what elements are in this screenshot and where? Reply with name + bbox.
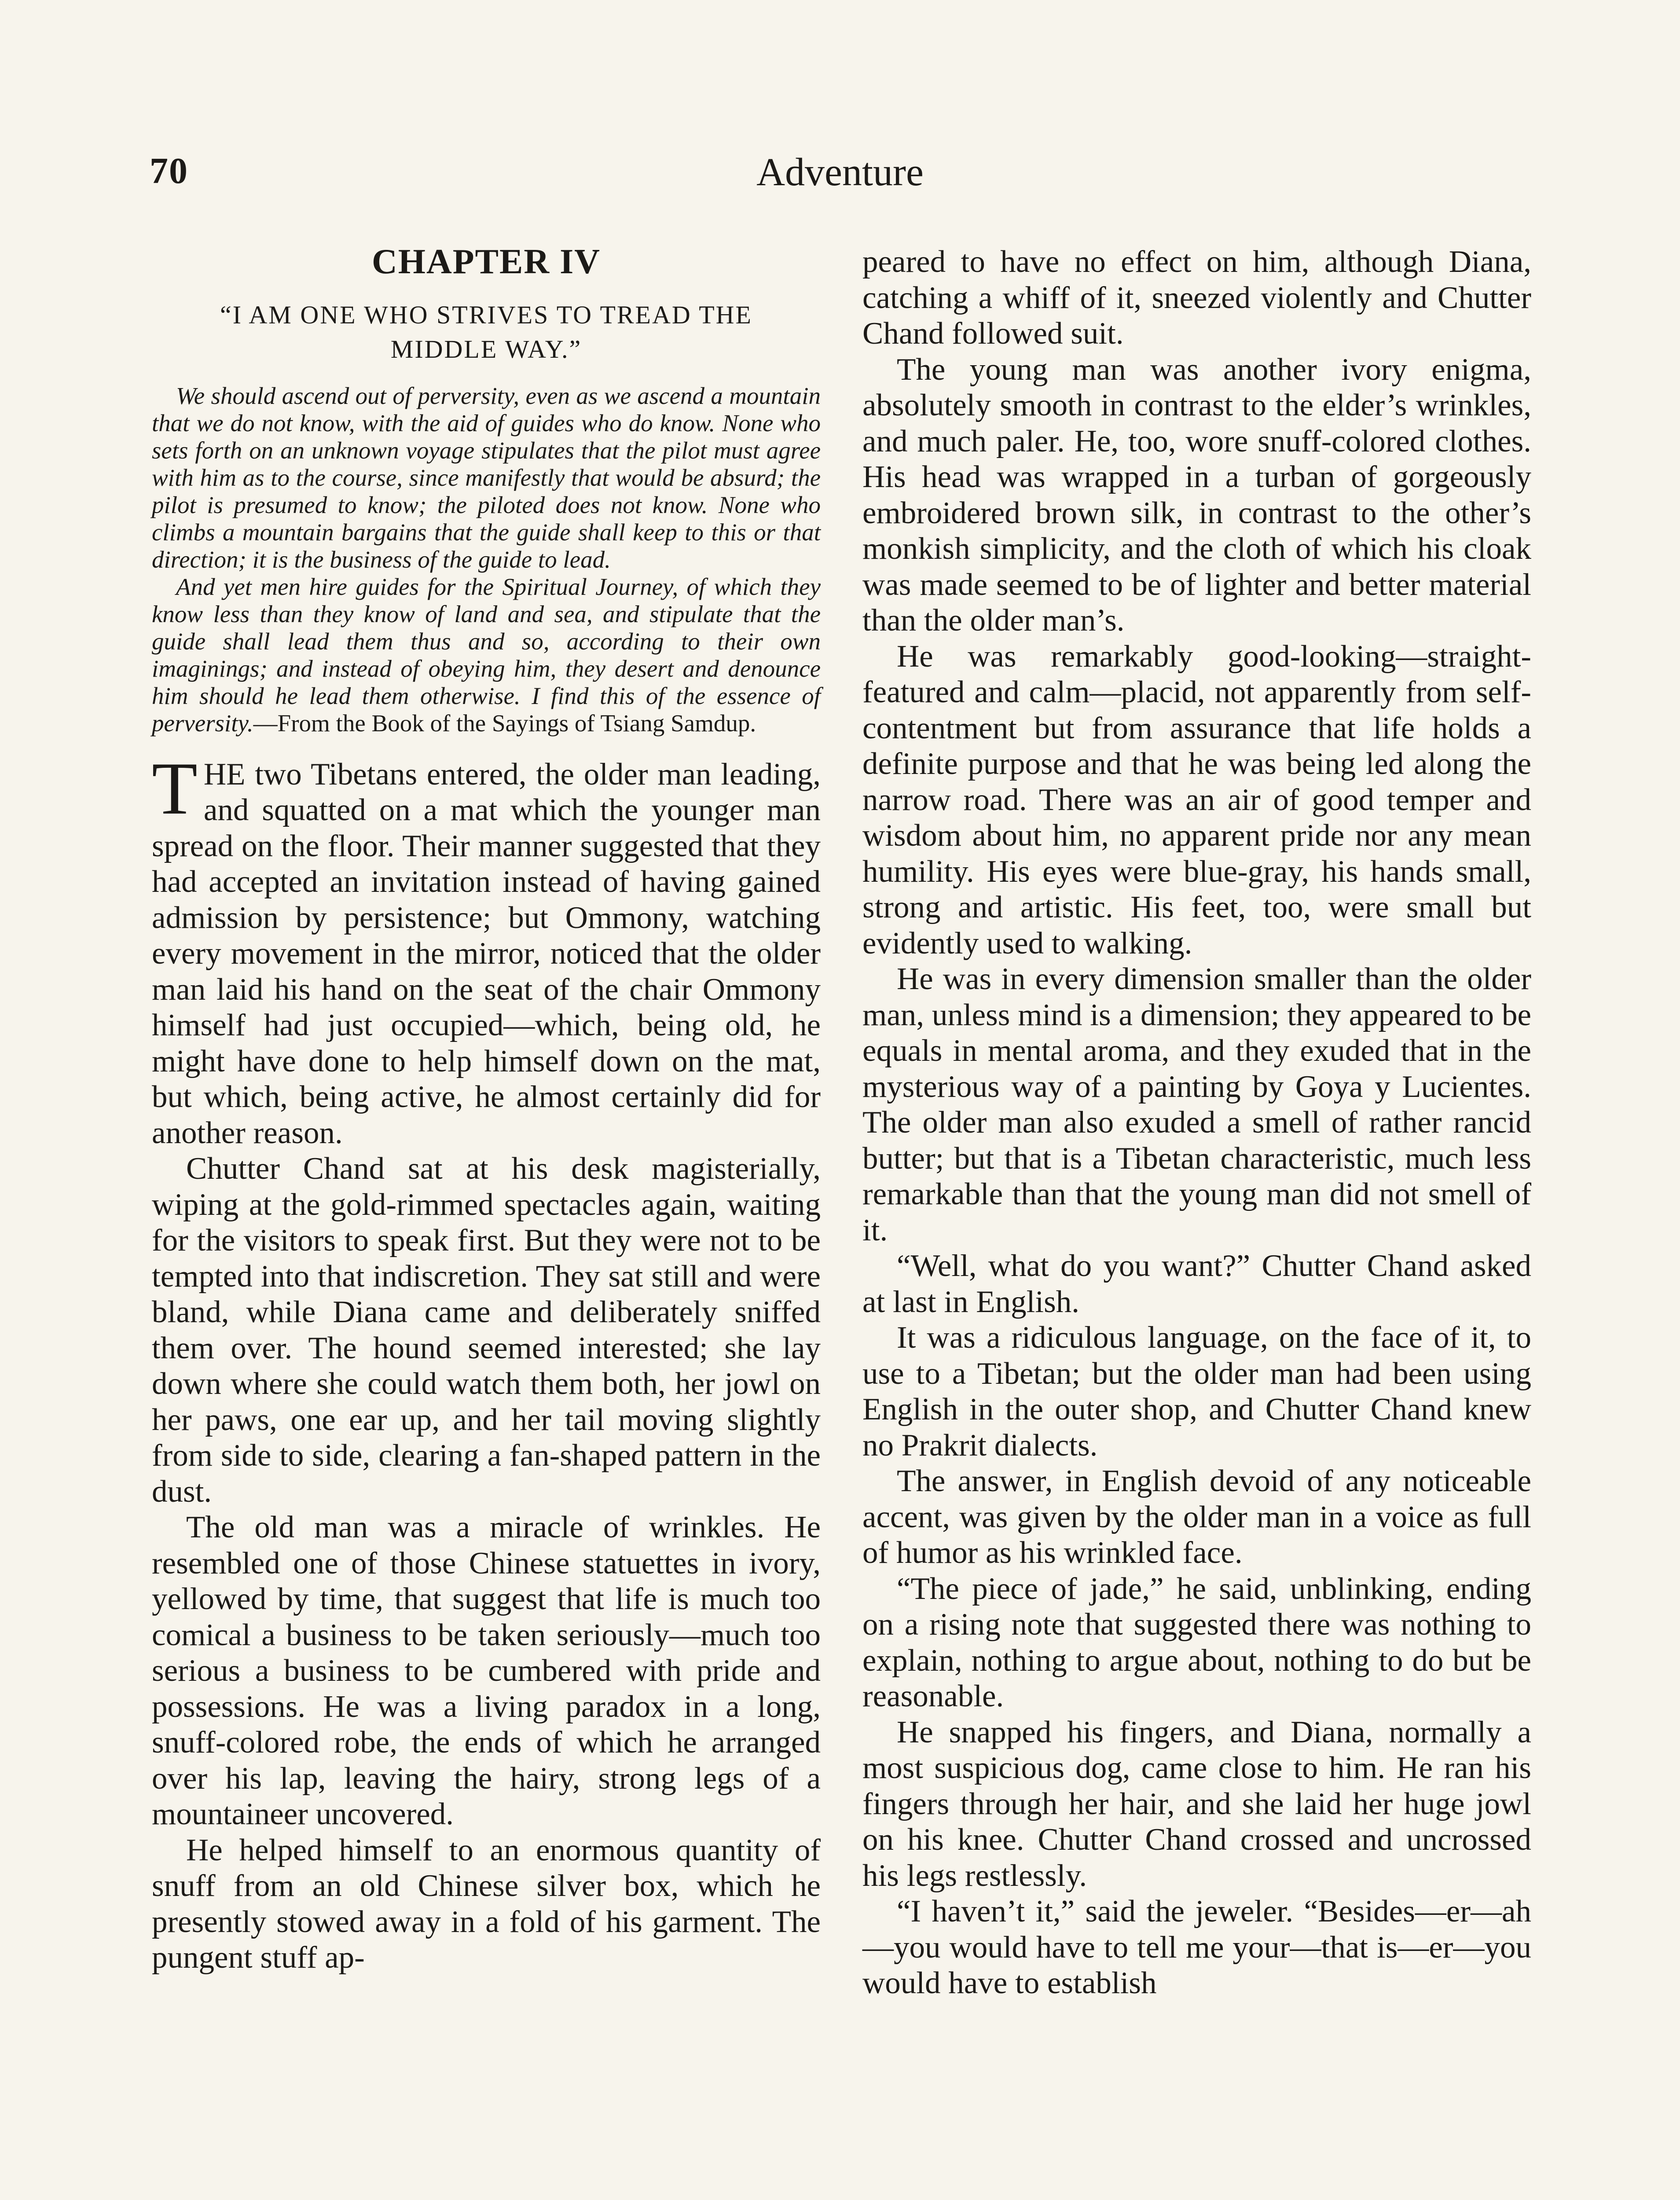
drop-cap: T: [152, 747, 198, 830]
body-paragraph: [152, 747, 821, 1151]
epigraph-paragraph: We should ascend out of perversity, even as we ascend a mountain that we do not know, with the aid of guides who do know. None who sets forth on an unknown voyage stipulates that the pilot must agree with him as to the course, since manifestly that would be absurd; the pilot is presumed to know; the piloted does not know. None who climbs a mountain bargains that the guide shall keep to this or that direction; it is the business of the guide to lead.: [152, 382, 821, 573]
chapter-subtitle-line-1: “I AM ONE WHO STRIVES TO TREAD THE: [220, 300, 752, 329]
body-paragraph: “Well, what do you want?” Chutter Chand asked at last in English.: [862, 1249, 1531, 1319]
epigraph-text: And yet men hire guides for the Spiritual Journey, of which they know less than they know of land and sea, and stipulate that the guide shall lead them thus and so, according to their own imaginings; and instead of obeying him, they desert and denounce him should he lead them otherwise. I find this of the essence of perversity.: [152, 573, 821, 737]
epigraph: [152, 382, 821, 737]
epigraph-source: —From the Book of the Sayings of Tsiang Samdup.: [253, 709, 756, 737]
chapter-title: CHAPTER IV: [371, 242, 601, 281]
body-paragraph: He snapped his fingers, and Diana, normally a most suspicious dog, came close to him. He ran his fingers through her hair, and she laid her huge jowl on his knee. Chutter Chand crossed and uncrossed his legs restlessly.: [862, 1715, 1531, 1893]
body-paragraph: Chutter Chand sat at his desk magisterially, wiping at the gold-rimmed spectacles again, waiting for the visitors to speak first. But they were not to be tempted into that indiscretion. They sat still and were bland, while Diana came and deliberately sniffed them over. The hound seemed interested; she lay down where she could watch them both, her jowl on her paws, one ear up, and her tail moving slightly from side to side, clearing a fan-shaped pattern in the dust.: [152, 1151, 821, 1509]
body-paragraph: “I haven’t it,” said the jeweler. “Besides—er—ah—you would have to tell me your—that is—er—you would have to establish: [862, 1894, 1531, 2000]
chapter-subtitle: [152, 298, 821, 367]
body-paragraph: “The piece of jade,” he said, unblinking, ending on a rising note that suggested there was nothing to explain, nothing to argue about, nothing to do but be reasonable.: [862, 1571, 1531, 1713]
page-number: 70: [150, 150, 188, 191]
chapter-subtitle-line-2: MIDDLE WAY.”: [390, 334, 582, 363]
body-paragraph: He helped himself to an enormous quantity of snuff from an old Chinese silver box, which he presently stowed away in a fold of his garment. The pungent stuff ap-: [152, 1833, 821, 1975]
epigraph-paragraph: [152, 573, 821, 737]
page-header: [150, 150, 1530, 202]
body-paragraph: The old man was a miracle of wrinkles. He resembled one of those Chinese statuettes in ivory, yellowed by time, that suggest that life is much too comical a business to be taken seriously—much too serious a business to be cumbered with pride and possessions. He was a living paradox in a long, snuff-colored robe, the ends of which he arranged over his lap, leaving the hairy, strong legs of a mountaineer uncovered.: [152, 1510, 821, 1831]
body-paragraph: peared to have no effect on him, although Diana, catching a whiff of it, sneezed violently and Chutter Chand followed suit.: [862, 245, 1531, 351]
body-paragraph: The answer, in English devoid of any noticeable accent, was given by the older man in a voice as full of humor as his wrinkled face.: [862, 1464, 1531, 1570]
left-column: [152, 244, 821, 1976]
body-paragraph: The young man was another ivory enigma, absolutely smooth in contrast to the elder’s wrinkles, and much paler. He, too, wore snuff-colored clothes. His head was wrapped in a turban of gorgeously embroidered brown silk, in contrast to the other’s monkish simplicity, and the cloth of which his cloak was made seemed to be of lighter and better material than the older man’s.: [862, 352, 1531, 638]
body-paragraph: He was in every dimension smaller than the older man, unless mind is a dimension; they appeared to be equals in mental aroma, and they exuded that in the mysterious way of a painting by Goya y Lucientes. The older man also exuded a smell of rather rancid butter; but that is a Tibetan characteristic, much less remarkable than that the young man did not smell of it.: [862, 962, 1531, 1247]
body-paragraph: He was remarkably good-looking—straight-featured and calm—placid, not apparently from self-contentment but from assurance that life holds a definite purpose and that he was being led along the narrow road. There was an air of good temper and wisdom about him, no apparent pride nor any mean humility. His eyes were blue-gray, his hands small, strong and artistic. His feet, too, were small but evidently used to walking.: [862, 639, 1531, 961]
right-column: [862, 244, 1531, 2002]
paragraph-text: HE two Tibetans entered, the older man leading, and squatted on a mat which the younger man spread on the floor. Their manner suggested that they had accepted an invitation instead of having gained admission by persistence; but Ommony, watching every movement in the mirror, noticed that the older man laid his hand on the seat of the chair Ommony himself had just occupied—which, being old, he might have done to help himself down on the mat, but which, being active, he almost certainly did for another reason.: [152, 757, 821, 1150]
running-head: Adventure: [756, 150, 924, 194]
body-paragraph: It was a ridiculous language, on the face of it, to use to a Tibetan; but the older man had been using English in the outer shop, and Chutter Chand knew no Prakrit dialects.: [862, 1320, 1531, 1463]
